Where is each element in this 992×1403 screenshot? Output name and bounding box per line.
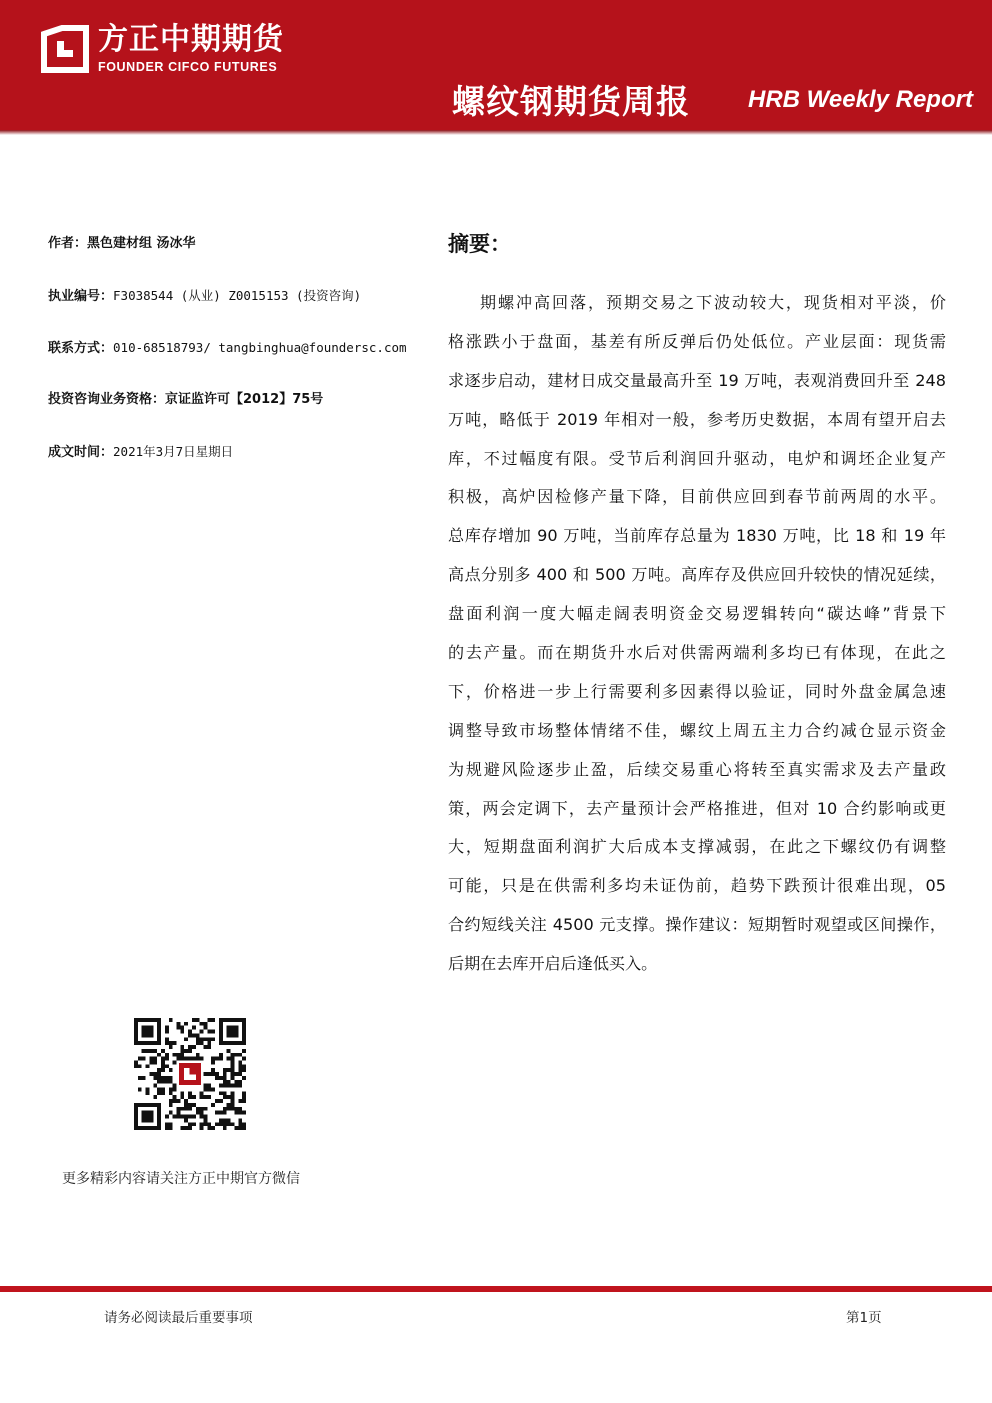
- summary-line: 调整导致市场整体情绪不佳，螺纹上周五主力合约减仓显示资金: [448, 720, 946, 740]
- qr-code-icon[interactable]: [134, 1018, 246, 1130]
- meta-author-label: 作者：: [48, 236, 88, 251]
- meta-date-value: 2021年3月7日星期日: [113, 444, 234, 459]
- footer-divider: [0, 1286, 992, 1292]
- summary-line: 下，价格进一步上行需要利多因素得以验证，同时外盘金属急速: [448, 681, 946, 701]
- summary-line: 为规避风险逐步止盈，后续交易重心将转至真实需求及去产量政: [448, 759, 946, 779]
- meta-contact: [48, 338, 428, 390]
- summary-line: 库，不过幅度有限。受节后利润回升驱动，电炉和调坯企业复产: [448, 448, 946, 468]
- summary-line: 求逐步启动，建材日成交量最高升至 19 万吨，表观消费回升至 248: [448, 370, 946, 390]
- summary-line: 的去产量。而在期货升水后对供需两端利多均已有体现，在此之: [448, 643, 946, 663]
- summary-line: 后期在去库开启后逢低买入。: [448, 954, 658, 974]
- footer-notice[interactable]: 请务必阅读最后重要事项: [104, 1310, 253, 1326]
- meta-license-label: 执业编号：: [48, 289, 114, 304]
- report-header-band: [0, 0, 992, 130]
- author-meta: [48, 234, 428, 494]
- founder-logo-icon: [40, 24, 90, 74]
- summary-line: 积极，高炉因检修产量下降，目前供应回到春节前两周的水平。: [448, 487, 946, 507]
- meta-qualification: [48, 390, 428, 442]
- header-shadow: [0, 130, 992, 135]
- meta-author-value: 黑色建材组 汤冰华: [87, 236, 196, 251]
- meta-contact-value[interactable]: 010-68518793/ tangbinghua@foundersc.com: [113, 340, 407, 355]
- meta-date-label: 成文时间：: [48, 445, 114, 460]
- summary-title: 摘要：: [448, 232, 511, 256]
- company-name-en: FOUNDER CIFCO FUTURES: [98, 60, 278, 74]
- summary-line: 万吨，略低于 2019 年相对一般，参考历史数据，本周有望开启去: [448, 409, 946, 429]
- meta-author: [48, 234, 428, 286]
- meta-contact-label: 联系方式：: [48, 341, 114, 356]
- meta-license: [48, 286, 428, 338]
- summary-line: 合约短线关注 4500 元支撑。操作建议：短期暂时观望或区间操作，: [448, 915, 946, 935]
- summary-line: 格涨跌小于盘面，基差有所反弹后仍处低位。产业层面：现货需: [448, 331, 946, 351]
- meta-date: [48, 442, 428, 494]
- summary-line: 总库存增加 90 万吨，当前库存总量为 1830 万吨，比 18 和 19 年: [448, 526, 946, 546]
- summary-line: 大，短期盘面利润扩大后成本支撑减弱，在此之下螺纹仍有调整: [448, 837, 946, 857]
- summary-line: 高点分别多 400 和 500 万吨。高库存及供应回升较快的情况延续，: [448, 565, 946, 585]
- summary-line: 盘面利润一度大幅走阔表明资金交易逻辑转向“碳达峰”背景下: [448, 604, 946, 624]
- company-name-cn: 方正中期期货: [98, 22, 284, 57]
- summary-line: 期螺冲高回落，预期交易之下波动较大，现货相对平淡，价: [480, 293, 946, 312]
- report-title-cn: 螺纹钢期货周报: [452, 82, 690, 121]
- summary-line: 可能，只是在供需利多均未证伪前，趋势下跌预计很难出现，05: [448, 876, 946, 896]
- summary-body: [448, 289, 946, 989]
- summary-line: 策，两会定调下，去产量预计会严格推进，但对 10 合约影响或更: [448, 798, 946, 818]
- meta-qualification-value: 京证监许可【2012】75号: [165, 392, 324, 407]
- qr-caption: 更多精彩内容请关注方正中期官方微信: [62, 1171, 300, 1187]
- page-number: 第1页: [846, 1310, 882, 1326]
- meta-license-value: F3038544 (从业) Z0015153 (投资咨询): [113, 288, 362, 303]
- meta-qualification-label: 投资咨询业务资格：: [48, 392, 166, 407]
- report-title-en: HRB Weekly Report: [748, 86, 973, 113]
